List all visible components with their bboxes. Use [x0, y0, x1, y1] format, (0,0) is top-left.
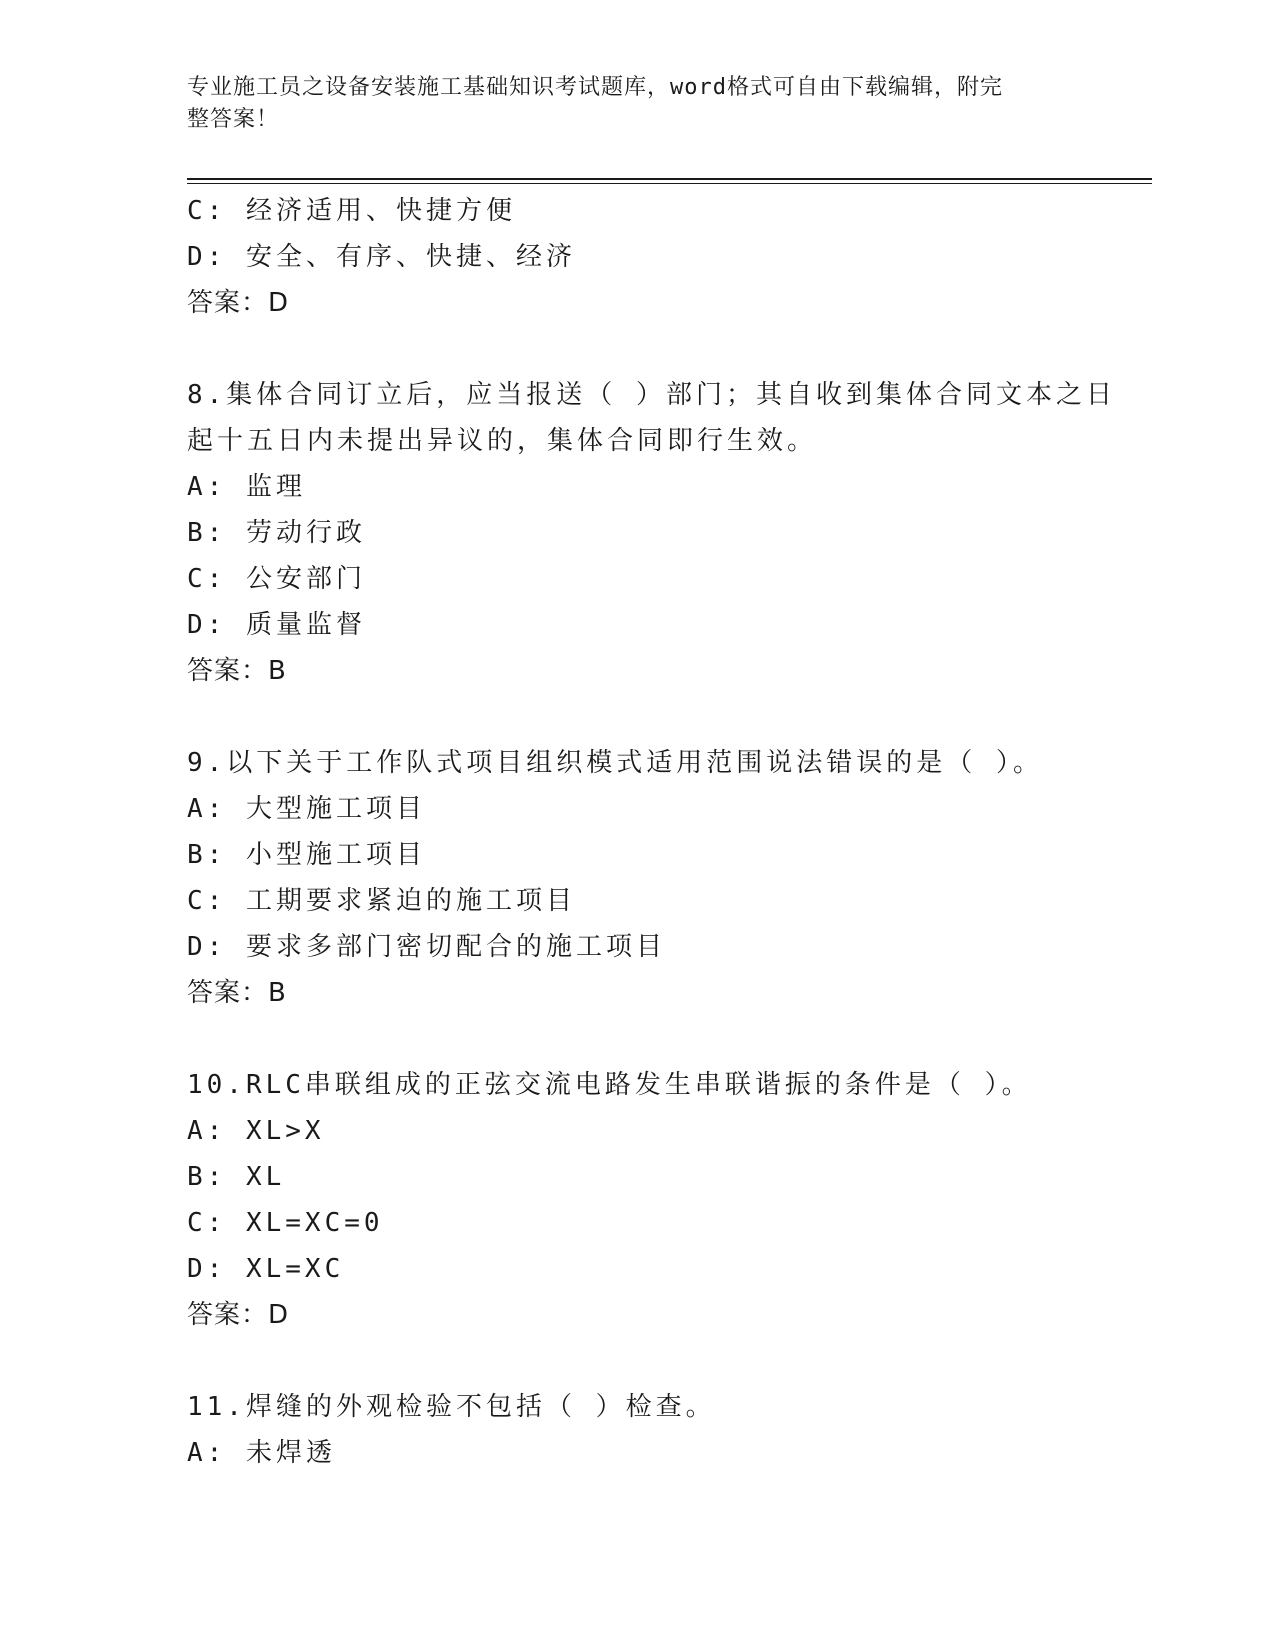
answer: 答案：D [187, 1300, 290, 1330]
document-header [187, 72, 1067, 136]
answer: 答案：B [187, 978, 287, 1008]
answer: 答案：D [187, 288, 290, 318]
option-a: A: XL>X [187, 1116, 325, 1146]
option-b: B: 劳动行政 [187, 518, 366, 548]
header-divider-thin [187, 183, 1152, 184]
header-divider-thick [187, 178, 1152, 180]
option-c: C: 经济适用、快捷方便 [187, 196, 516, 226]
option-c: C: 工期要求紧迫的施工项目 [187, 886, 576, 916]
option-c: C: XL=XC=0 [187, 1208, 384, 1238]
option-a: A: 大型施工项目 [187, 794, 426, 824]
answer: 答案：B [187, 656, 287, 686]
header-line-1: 专业施工员之设备安装施工基础知识考试题库，word格式可自由下载编辑，附完 [187, 75, 1003, 100]
question-10: 10.RLC串联组成的正弦交流电路发生串联谐振的条件是（ ）。 [187, 1070, 1032, 1100]
header-line-2: 整答案！ [187, 107, 280, 132]
option-a: A: 监理 [187, 472, 306, 502]
option-d: D: 质量监督 [187, 610, 366, 640]
option-d: D: 安全、有序、快捷、经济 [187, 242, 576, 272]
option-b: B: XL [187, 1162, 286, 1192]
option-a: A: 未焊透 [187, 1438, 336, 1468]
option-b: B: 小型施工项目 [187, 840, 426, 870]
question-9: 9.以下关于工作队式项目组织模式适用范围说法错误的是（ ）。 [187, 748, 1043, 778]
question-8-line-1: 8.集体合同订立后，应当报送（ ）部门；其自收到集体合同文本之日 [187, 380, 1116, 410]
question-8-line-2: 起十五日内未提出异议的，集体合同即行生效。 [187, 426, 818, 456]
question-11: 11.焊缝的外观检验不包括（ ）检查。 [187, 1392, 716, 1422]
option-d: D: XL=XC [187, 1254, 345, 1284]
option-c: C: 公安部门 [187, 564, 366, 594]
question-list [187, 188, 1116, 1476]
option-d: D: 要求多部门密切配合的施工项目 [187, 932, 666, 962]
